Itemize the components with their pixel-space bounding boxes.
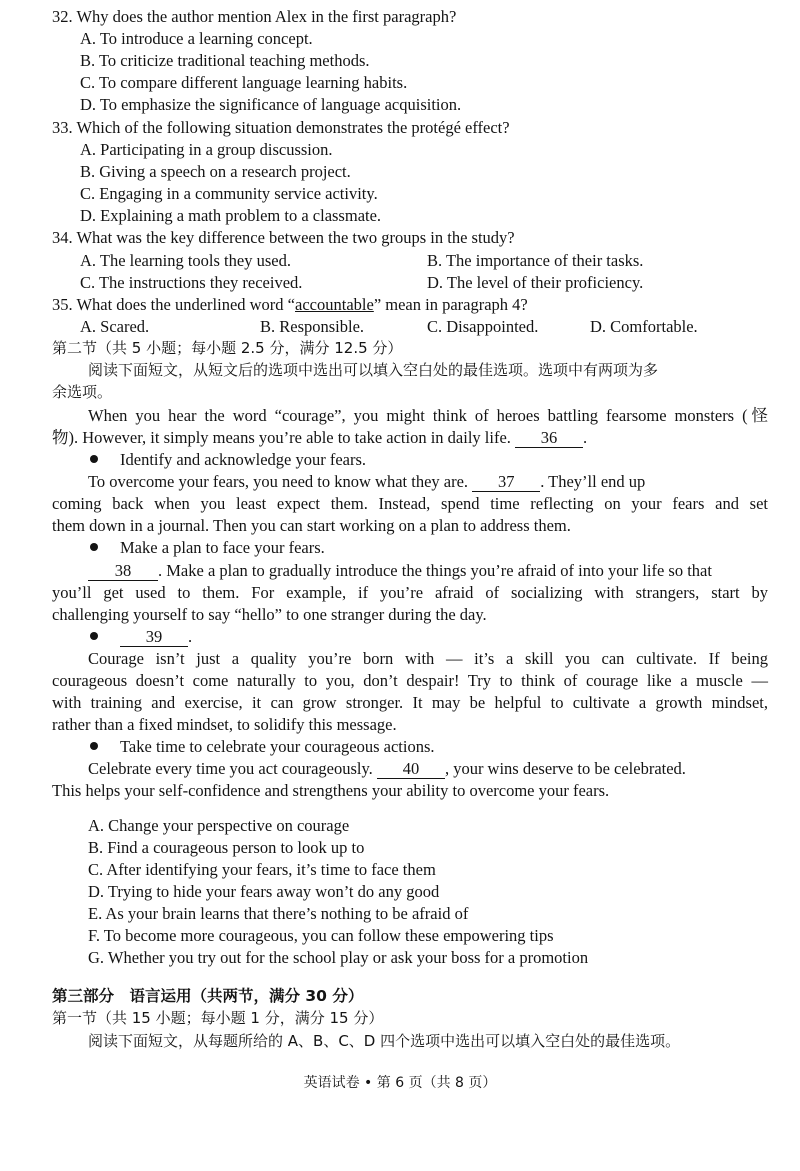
bullet-dot-icon (90, 742, 98, 750)
bullet-3: 39 . (90, 626, 192, 647)
passage-p2-line-1-text: To overcome your fears, you need to know what they are. (88, 472, 469, 491)
passage-p1-line-2-text: 物). However, it simply means you’re able to take action in daily life. (52, 428, 511, 447)
question-32-option-a: A. To introduce a learning concept. (80, 29, 313, 48)
option-d: D. Trying to hide your fears away won’t do any good (88, 882, 440, 901)
blank-40: 40 (377, 760, 445, 779)
passage-p4-line-4: rather than a fixed mindset, to solidify this message. (52, 715, 397, 734)
passage-p4-line-1: Courage isn’t just a quality you’re born with — it’s a skill you can cultivate. If being (88, 649, 768, 668)
section-2-instruction-line-1: 阅读下面短文，从短文后的选项中选出可以填入空白处的最佳选项。选项中有两项为多 (88, 361, 659, 379)
question-32-option-c: C. To compare different language learning habits. (80, 73, 408, 92)
passage-p4-line-3: with training and exercise, it can grow stronger. It may be helpful to cultivate a growth mindset, (52, 693, 768, 712)
bullet-4 (90, 736, 435, 757)
underlined-word: accountable (295, 295, 374, 314)
option-f: F. To become more courageous, you can follow these empowering tips (88, 926, 554, 945)
passage-p1-line-1: When you hear the word “courage”, you might think of heroes battling fearsome monsters (怪 (88, 406, 768, 425)
question-35-stem-pre: 35. What does the underlined word “ (52, 295, 296, 314)
bullet-4-text: Take time to celebrate your courageous actions. (120, 737, 435, 756)
bullet-1-text: Identify and acknowledge your fears. (120, 450, 367, 469)
question-32-option-d: D. To emphasize the significance of language acquisition. (80, 95, 462, 114)
section-2-instruction-line-2: 余选项。 (52, 383, 113, 401)
question-32-stem: 32. Why does the author mention Alex in the first paragraph? (52, 7, 457, 26)
passage-p2-line-3: them down in a journal. Then you can start working on a plan to address them. (52, 516, 571, 535)
option-a: A. Change your perspective on courage (88, 816, 350, 835)
question-35-stem (52, 294, 528, 315)
bullet-2-text: Make a plan to face your fears. (120, 538, 325, 557)
question-34-option-d: D. The level of their proficiency. (427, 273, 644, 292)
passage-p5-line-2: This helps your self-confidence and strengthens your ability to overcome your fears. (52, 781, 610, 800)
passage-p5-line-1-text: Celebrate every time you act courageously. (88, 759, 373, 778)
question-34-option-a: A. The learning tools they used. (80, 251, 291, 270)
question-34-option-b: B. The importance of their tasks. (427, 251, 644, 270)
page-footer: 英语试卷 • 第 6 页（共 8 页） (303, 1075, 497, 1091)
passage-p3-line-3: challenging yourself to say “hello” to one stranger during the day. (52, 605, 487, 624)
question-32-option-b: B. To criticize traditional teaching methods. (80, 51, 370, 70)
bullet-2 (90, 537, 325, 558)
bullet-dot-icon (90, 632, 98, 640)
question-33-option-c: C. Engaging in a community service activity. (80, 184, 378, 203)
passage-p2-line-1 (88, 471, 768, 492)
question-35-stem-post: ” mean in paragraph 4? (373, 295, 528, 314)
passage-p1-line-2: 物). However, it simply means you’re able to take action in daily life. 36 . (52, 428, 588, 447)
option-e: E. As your brain learns that there’s nothing to be afraid of (88, 904, 469, 923)
option-c: C. After identifying your fears, it’s time to face them (88, 860, 436, 879)
option-b: B. Find a courageous person to look up to (88, 838, 365, 857)
part-3-section-1-heading: 第一节（共 15 小题；每小题 1 分，满分 15 分） (52, 1009, 384, 1027)
option-g: G. Whether you try out for the school play or ask your boss for a promotion (88, 948, 589, 967)
question-35-option-c: C. Disappointed. (427, 317, 539, 336)
passage-p3-line-2: you’ll get used to them. For example, if you’re afraid of socializing with strangers, start by (52, 583, 768, 602)
passage-p4-line-2: courageous doesn’t come naturally to you, don’t despair! Try to think of courage like a muscle — (52, 671, 768, 690)
question-35-option-d: D. Comfortable. (590, 317, 698, 336)
bullet-1 (90, 449, 366, 470)
section-2-heading: 第二节（共 5 小题；每小题 2.5 分，满分 12.5 分） (52, 339, 403, 357)
bullet-dot-icon (90, 455, 98, 463)
question-33-option-d: D. Explaining a math problem to a classmate. (80, 206, 382, 225)
question-33-option-a: A. Participating in a group discussion. (80, 140, 333, 159)
question-34-option-c: C. The instructions they received. (80, 273, 303, 292)
passage-p2-line-1-post: . They’ll end up (540, 472, 646, 491)
passage-p3-line-1 (88, 560, 712, 581)
passage-p3-line-1-text: . Make a plan to gradually introduce the things you’re afraid of into your life so that (158, 561, 712, 580)
question-35-option-b: B. Responsible. (260, 317, 365, 336)
blank-39: 39 (120, 628, 188, 647)
part-3-heading: 第三部分 语言运用（共两节，满分 30 分） (52, 987, 364, 1005)
question-35-option-a: A. Scared. (80, 317, 150, 336)
question-33-stem: 33. Which of the following situation demonstrates the protégé effect? (52, 118, 510, 137)
question-33-option-b: B. Giving a speech on a research project. (80, 162, 351, 181)
passage-p2-line-2: coming back when you least expect them. Instead, spend time reflecting on your fears and set (52, 494, 768, 513)
part-3-instruction: 阅读下面短文，从每题所给的 A、B、C、D 四个选项中选出可以填入空白处的最佳选项。 (88, 1032, 681, 1050)
passage-p5-line-1 (88, 758, 686, 779)
blank-38: 38 (88, 562, 158, 581)
bullet-dot-icon (90, 543, 98, 551)
question-34-stem: 34. What was the key difference between the two groups in the study? (52, 228, 515, 247)
passage-p5-line-1-post: , your wins deserve to be celebrated. (444, 759, 686, 778)
blank-37: 37 (472, 473, 540, 492)
blank-36: 36 (515, 429, 583, 448)
